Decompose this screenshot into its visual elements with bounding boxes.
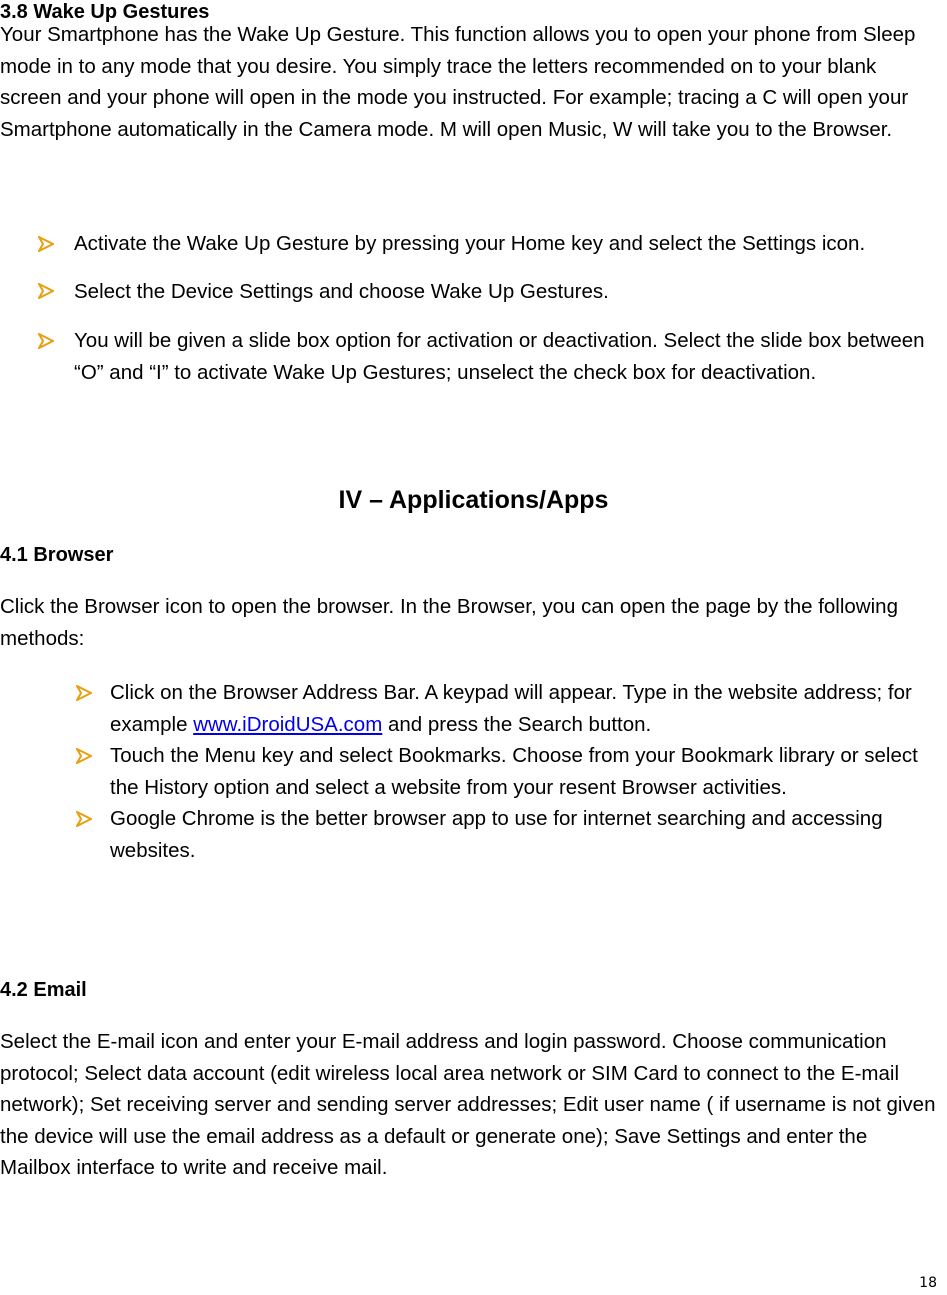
section-3-8-bullet-list bbox=[38, 228, 943, 388]
list-item bbox=[76, 803, 944, 866]
list-item bbox=[38, 276, 943, 308]
section-heading-4-1: 4.1 Browser bbox=[0, 544, 114, 566]
bullet-text: Touch the Menu key and select Bookmarks. Choose from your Bookmark library or select the History option and select a website from your resent Browser activities. bbox=[110, 744, 918, 799]
arrow-bullet-icon bbox=[76, 740, 92, 772]
section-3-8-paragraph: Your Smartphone has the Wake Up Gesture. This function allows you to open your phone from Sleep mode in to any mode that you desire. You simply trace the letters recommended on to your blank screen and your phone will open in the mode you instructed. For example; tracing a C will open your Smartphone automatically in the Camera mode. M will open Music, W will take you to the Browser. bbox=[0, 23, 916, 141]
bullet-text-before-link: Click on the Browser Address Bar. A keypad will appear. Type in the website address; for example bbox=[110, 681, 912, 736]
section-heading-4-2: 4.2 Email bbox=[0, 979, 87, 1001]
section-4-2-paragraph: Select the E-mail icon and enter your E-mail address and login password. Choose communication protocol; Select data account (edit wireless local area network or SIM Card to connect to the E-mail network); Set receiving server and sending server addresses; Edit user name ( if username is not given the device will use the email address as a default or generate one); Save Settings and enter the Mailbox interface to write and receive mail. bbox=[0, 1030, 936, 1179]
arrow-bullet-icon bbox=[76, 677, 92, 709]
bullet-text: You will be given a slide box option for activation or deactivation. Select the slide box between “O” and “I” to activate Wake Up Gestures; unselect the check box for deactivation. bbox=[74, 329, 925, 384]
arrow-bullet-icon bbox=[38, 325, 54, 357]
section-heading-3-8: 3.8 Wake Up Gestures bbox=[0, 1, 210, 23]
section-4-1-paragraph: Click the Browser icon to open the browser. In the Browser, you can open the page by the following methods: bbox=[0, 595, 898, 650]
arrow-bullet-icon bbox=[76, 803, 92, 835]
section-4-1-bullet-list bbox=[76, 677, 944, 866]
list-item bbox=[76, 740, 944, 803]
bullet-text: Google Chrome is the better browser app to use for internet searching and accessing websites. bbox=[110, 807, 883, 862]
bullet-text: Select the Device Settings and choose Wake Up Gestures. bbox=[74, 279, 609, 303]
list-item bbox=[38, 228, 943, 260]
page-number: 18 bbox=[919, 1275, 937, 1291]
arrow-bullet-icon bbox=[38, 228, 54, 260]
idroidusa-link[interactable]: www.iDroidUSA.com bbox=[193, 712, 383, 736]
chapter-title: IV – Applications/Apps bbox=[338, 486, 609, 514]
arrow-bullet-icon bbox=[38, 276, 54, 308]
bullet-text-after-link: and press the Search button. bbox=[382, 712, 652, 736]
bullet-text: Activate the Wake Up Gesture by pressing your Home key and select the Settings icon. bbox=[74, 232, 866, 255]
list-item bbox=[38, 325, 943, 388]
list-item bbox=[76, 677, 944, 740]
